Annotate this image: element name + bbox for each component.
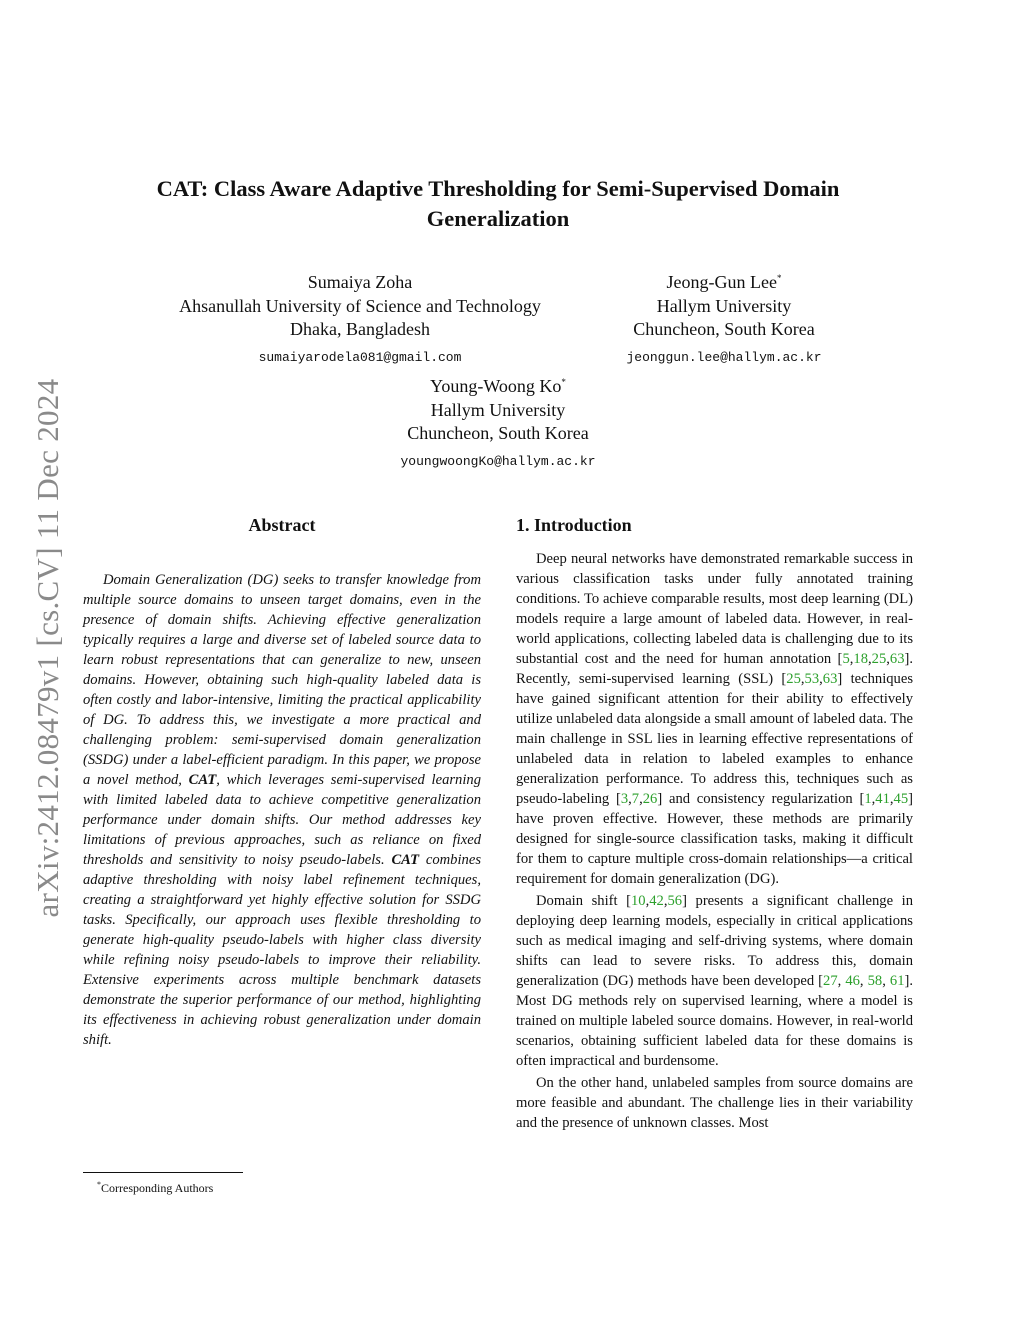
introduction-text (516, 549, 913, 1133)
text-segment: ]. Most DG methods rely on supervised learning, where a model is trained on multiple labeled source domains. However, in real-world scenarios, obtaining sufficient labeled data for these domains is often impractical and burdensome. (516, 973, 913, 1069)
citation-link[interactable]: 42 (649, 893, 664, 909)
abstract-text (83, 570, 481, 1050)
author-location: Chuncheon, South Korea (407, 423, 589, 443)
footnote-divider (83, 1172, 243, 1173)
abstract-segment: combines adaptive thresholding with noisy label refinement techniques, creating a straightforward yet highly effective solution for SSDG tasks. Specifically, our approach uses flexible thresholding to generate high-quality pseudo-labels with higher class diversity while refining noisy pseudo-labels to improve their reliability. Extensive experiments across multiple benchmark datasets demonstrate the superior performance of our method, highlighting its effectiveness in achieving robust generalization under domain shift. (83, 852, 481, 1048)
abstract-segment: , which leverages semi-supervised learning with limited labeled data to achieve competitive generalization performance under domain shifts. Our method addresses key limitations of previous approaches, such as reliance on fixed thresholds and sensitivity to noisy pseudo-labels. (83, 772, 481, 868)
citation-link[interactable]: 26 (642, 791, 658, 807)
author-block (358, 375, 638, 471)
abstract-segment: Domain Generalization (DG) seeks to transfer knowledge from multiple source domains to unseen target domains, even in the presence of domain shifts. Achieving effective generalization typically requires a large and diverse set of labeled source data to learn robust representations that can generalize to new, unseen domains. However, obtaining such high-quality labeled data is often costly and labor-intensive, limiting the practical applicability of DG. To address this, we investigate a more practical and challenging problem: semi-supervised domain generalization (SSDG) under a label-efficient paradigm. In this paper, we propose a novel method, (83, 572, 481, 788)
text-segment: ] presents a significant challenge in deploying deep learning models, especially in critical applications such as medical imaging and self-driving systems, where domain shifts can lead to severe risks. To address this, domain generalization (DG) methods have been developed [ (516, 893, 913, 989)
author-name: Young-Woong Ko (430, 376, 562, 396)
citation-link[interactable]: 45 (893, 791, 909, 807)
text-segment: , (871, 791, 876, 807)
text-segment: , (628, 791, 632, 807)
introduction-paragraph (516, 549, 913, 889)
text-segment: On the other hand, unlabeled samples from source domains are more feasible and abundant. The challenge lies in their variability and the presence of unknown classes. Most (516, 1075, 913, 1131)
citation-link[interactable]: 27 (823, 973, 838, 989)
text-segment: Deep neural networks have demonstrated remarkable success in various classification tasks under fully annotated training conditions. To achieve comparable results, most deep learning (DL) models require a large amount of labeled data. However, in real-world applications, collecting labeled data is challenging due to its substantial cost and the need for human annotation [ (516, 551, 913, 667)
text-segment: ]. Recently, semi-supervised learning (SSL) [ (516, 651, 913, 687)
text-segment: , (867, 651, 872, 667)
footnote-text: Corresponding Authors (101, 1181, 214, 1195)
citation-link[interactable]: 5 (842, 651, 850, 667)
paper-title: CAT: Class Aware Adaptive Thresholding for Semi-Supervised Domain Generalization (156, 176, 840, 231)
introduction-paragraph (516, 1073, 913, 1133)
text-segment: , (849, 651, 854, 667)
citation-link[interactable]: 63 (822, 671, 838, 687)
citation-link[interactable]: 58 (867, 973, 883, 989)
text-segment: , (889, 791, 894, 807)
author-mark: * (561, 377, 566, 387)
author-email[interactable]: jeonggun.lee@hallym.ac.kr (626, 349, 822, 365)
method-name: CAT (188, 772, 217, 788)
text-segment: ] techniques have gained significant attention for their ability to effectively utilize unlabeled data alongside a small amount of labeled data. The main challenge in SSL lies in learning effective representations of unlabeled data in relation to labeled examples to enhance generalization performance. To address this, techniques such as pseudo-labeling [ (516, 671, 913, 807)
citation-link[interactable]: 7 (631, 791, 640, 807)
author-block (150, 271, 570, 367)
method-name: CAT (391, 852, 420, 868)
citation-link[interactable]: 56 (667, 893, 683, 909)
author-affiliation: Hallym University (430, 399, 566, 420)
abstract-heading: Abstract (248, 515, 316, 535)
citation-link[interactable]: 1 (864, 791, 872, 807)
text-segment: , (800, 671, 805, 687)
footnote (97, 1177, 213, 1196)
citation-link[interactable]: 61 (889, 973, 905, 989)
text-segment: , (859, 973, 868, 989)
citation-link[interactable]: 3 (620, 791, 629, 807)
author-email[interactable]: youngwoongKo@hallym.ac.kr (400, 453, 596, 469)
author-block (594, 271, 854, 367)
author-affiliation: Ahsanullah University of Science and Technology (179, 295, 541, 316)
text-segment: , (645, 893, 650, 909)
author-mark: * (776, 273, 782, 283)
introduction-heading: 1. Introduction (516, 515, 632, 535)
citation-link[interactable]: 25 (871, 651, 887, 667)
text-segment: Domain shift [ (536, 893, 631, 909)
text-segment: , (882, 973, 890, 989)
citation-link[interactable]: 46 (845, 973, 860, 989)
citation-link[interactable]: 10 (630, 893, 646, 909)
text-segment: , (819, 671, 823, 687)
author-email[interactable]: sumaiyarodela081@gmail.com (258, 349, 462, 365)
footnote-mark: * (97, 1180, 101, 1189)
arxiv-stamp-text: arXiv:2412.08479v1 [cs.CV] 11 Dec 2024 (30, 378, 65, 918)
author-affiliation: Hallym University (656, 295, 792, 316)
citation-link[interactable]: 18 (853, 651, 868, 667)
author-location: Chuncheon, South Korea (633, 319, 815, 339)
text-segment: , (837, 973, 846, 989)
author-name: Jeong-Gun Lee (666, 272, 777, 292)
introduction-paragraph (516, 891, 913, 1071)
author-location: Dhaka, Bangladesh (290, 319, 430, 339)
text-segment: , (886, 651, 890, 667)
citation-link[interactable]: 25 (786, 671, 801, 687)
citation-link[interactable]: 41 (875, 791, 890, 807)
text-segment: ] and consistency regularization [ (657, 791, 865, 807)
citation-link[interactable]: 63 (889, 651, 905, 667)
text-segment: ] have proven effective. However, these methods are primarily designed for single-source classification tasks, making it difficult for them to capture multiple cross-domain relationships—a critical requirement for domain generalization (DG). (516, 791, 913, 887)
text-segment: , (639, 791, 643, 807)
author-name: Sumaiya Zoha (307, 272, 413, 292)
text-segment: , (663, 893, 668, 909)
citation-link[interactable]: 53 (804, 671, 820, 687)
